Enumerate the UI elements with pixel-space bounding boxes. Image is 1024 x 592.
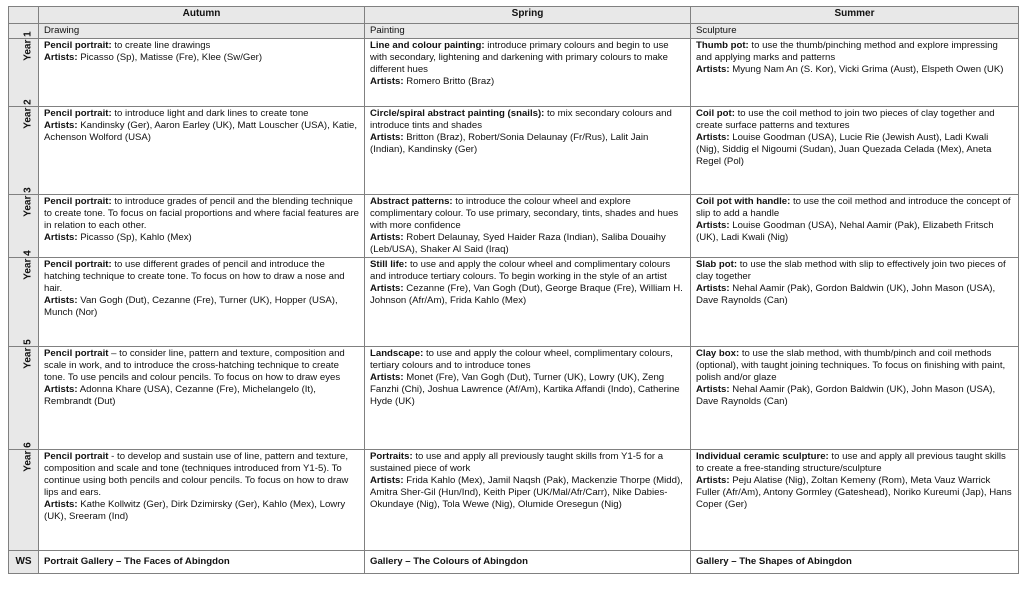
- gallery-spring: Gallery – The Colours of Abingdon: [365, 551, 691, 574]
- artists-list: Adonna Khare (USA), Cezanne (Fre), Michelangelo (It), Rembrandt (Dut): [44, 384, 316, 407]
- artists-list: Louise Goodman (USA), Lucie Rie (Jewish Aust), Ladi Kwali (Nig), Siddig el Nigoumi (Sudan), Juan Quezada Celada (Mex), Aneta Regel (Pol): [696, 132, 992, 167]
- artists-label: Artists:: [44, 52, 78, 63]
- unit-description: to use and apply the colour wheel and complimentary colours and introduce tertiary colours. To begin working in the style of an artist: [370, 259, 671, 282]
- gallery-summer: Gallery – The Shapes of Abingdon: [691, 551, 1019, 574]
- year-row: [9, 258, 1019, 347]
- year-label-cell: [9, 442, 39, 551]
- unit-title: Slab pot:: [696, 259, 738, 270]
- unit-cell: [39, 347, 365, 450]
- unit-cell: [691, 258, 1019, 347]
- artists-list: Nehal Aamir (Pak), Gordon Baldwin (UK), John Mason (USA), Dave Raynolds (Can): [696, 283, 996, 306]
- unit-description: to use the coil method and introduce the concept of slip to add a handle: [696, 196, 1011, 219]
- year-label: Year 4: [22, 250, 34, 280]
- artists-list: Picasso (Sp), Matisse (Fre), Klee (Sw/Ger): [80, 52, 263, 63]
- year-label-cell: [9, 99, 39, 195]
- unit-title: Abstract patterns:: [370, 196, 453, 207]
- unit-title: Coil pot:: [696, 108, 735, 119]
- unit-description: to use the slab method with slip to effectively join two pieces of clay together: [696, 259, 1006, 282]
- unit-title: Pencil portrait: [44, 451, 109, 462]
- unit-cell: [39, 195, 365, 258]
- artists-list: Peju Alatise (Nig), Zoltan Kemeny (Rom), Meta Vauz Warrick Fuller (Afr/Am), Antony Gormley (Gateshead), Noriko Kureumi (Jap), Hans Coper (Ger): [696, 475, 1012, 510]
- artists-label: Artists:: [44, 295, 78, 306]
- year-row: [9, 450, 1019, 551]
- subject-painting: Painting: [365, 24, 691, 39]
- gallery-autumn: Portrait Gallery – The Faces of Abingdon: [39, 551, 365, 574]
- artists-label: Artists:: [696, 475, 730, 486]
- unit-description: to use and apply all previous taught skills to create a free-standing structure/sculpture: [696, 451, 1006, 474]
- term-autumn: Autumn: [39, 7, 365, 24]
- unit-cell: [39, 450, 365, 551]
- artists-label: Artists:: [696, 220, 730, 231]
- year-label: Year 1: [22, 31, 34, 61]
- term-spring: Spring: [365, 7, 691, 24]
- subject-header-row: [9, 24, 1019, 39]
- unit-description: to use the slab method, with thumb/pinch and coil methods (optional), with taught joining techniques. To focus on finishing with paint, polish and/or glaze: [696, 348, 1006, 383]
- year-label: Year 6: [22, 442, 34, 472]
- unit-description: to mix secondary colours and introduce tints and shades: [370, 108, 672, 131]
- term-header-row: [9, 7, 1019, 24]
- unit-cell: [365, 107, 691, 195]
- artists-list: Robert Delaunay, Syed Haider Raza (Indian), Saliba Douaihy (Leb/USA), Shaker Al Said (Iraq): [370, 232, 666, 255]
- unit-title: Thumb pot:: [696, 40, 749, 51]
- unit-cell: [691, 195, 1019, 258]
- unit-description: to use and apply the colour wheel, complimentary colours, tertiary colours and to introduce tones: [370, 348, 673, 371]
- unit-description: to introduce the colour wheel and explore complimentary colour. To use primary, secondary, tints, shades and hues with more confidence: [370, 196, 679, 231]
- year-row: [9, 195, 1019, 258]
- artists-label: Artists:: [44, 120, 78, 131]
- artists-label: Artists:: [44, 384, 78, 395]
- artists-label: Artists:: [370, 372, 404, 383]
- artists-list: Frida Kahlo (Mex), Jamil Naqsh (Pak), Mackenzie Thorpe (Midd), Amitra Sher-Gil (Hun/Ind), Keith Piper (UK/Mal/Afr/Carr), Nike Dabies-Okundaye (Nig), Tola Wewe (Nig), Olumide Oresegun (Nig): [370, 475, 683, 510]
- unit-description: introduce primary colours and begin to use with secondary, lightening and darkening with primary colours to make different hues: [370, 40, 669, 75]
- subject-sculpture: Sculpture: [691, 24, 1019, 39]
- unit-title: Pencil portrait:: [44, 259, 112, 270]
- unit-cell: [39, 258, 365, 347]
- unit-cell: [365, 450, 691, 551]
- artists-label: Artists:: [370, 232, 404, 243]
- unit-description: to use the thumb/pinching method and explore impressing and applying marks and patterns: [696, 40, 998, 63]
- artists-label: Artists:: [370, 283, 404, 294]
- artists-label: Artists:: [370, 76, 404, 87]
- artists-list: Louise Goodman (USA), Nehal Aamir (Pak), Elizabeth Fritsch (UK), Ladi Kwali (Nig): [696, 220, 994, 243]
- unit-title: Pencil portrait:: [44, 196, 112, 207]
- unit-title: Individual ceramic sculpture:: [696, 451, 829, 462]
- artists-list: Nehal Aamir (Pak), Gordon Baldwin (UK), John Mason (USA), Dave Raynolds (Can): [696, 384, 996, 407]
- artists-list: Romero Britto (Braz): [406, 76, 495, 87]
- year-row: [9, 39, 1019, 107]
- artists-list: Kathe Kollwitz (Ger), Dirk Dzimirsky (Ger), Kahlo (Mex), Lowry (UK), Sreeram (Ind): [44, 499, 346, 522]
- artists-list: Van Gogh (Dut), Cezanne (Fre), Turner (UK), Hopper (USA), Munch (Nor): [44, 295, 338, 318]
- year-row: [9, 347, 1019, 450]
- unit-description: to create line drawings: [111, 40, 211, 51]
- artists-list: Picasso (Sp), Kahlo (Mex): [80, 232, 192, 243]
- unit-cell: [691, 450, 1019, 551]
- unit-description: to use the coil method to join two pieces of clay together and create surface patterns and textures: [696, 108, 995, 131]
- artists-label: Artists:: [44, 232, 78, 243]
- unit-cell: [365, 258, 691, 347]
- unit-cell: [365, 195, 691, 258]
- year-label-cell: [9, 187, 39, 258]
- artists-label: Artists:: [370, 132, 404, 143]
- unit-cell: [39, 107, 365, 195]
- unit-cell: [691, 39, 1019, 107]
- ws-row: [9, 551, 1019, 574]
- unit-cell: [365, 347, 691, 450]
- year-label: Year 2: [22, 99, 34, 129]
- unit-title: Clay box:: [696, 348, 740, 359]
- year-label: Year 3: [22, 187, 34, 217]
- year-label-cell: [9, 250, 39, 347]
- unit-cell: [691, 107, 1019, 195]
- unit-title: Pencil portrait:: [44, 108, 112, 119]
- artists-label: Artists:: [696, 132, 730, 143]
- unit-description: to introduce grades of pencil and the blending technique to create tone. To focus on facial proportions and where facial features are in relation to each other.: [44, 196, 360, 231]
- year-label-cell: [9, 339, 39, 450]
- unit-title: Pencil portrait:: [44, 40, 112, 51]
- term-summer: Summer: [691, 7, 1019, 24]
- unit-title: Circle/spiral abstract painting (snails):: [370, 108, 545, 119]
- unit-cell: [365, 39, 691, 107]
- artists-list: Myung Nam An (S. Kor), Vicki Grima (Aust), Elspeth Owen (UK): [732, 64, 1004, 75]
- year-label-cell: [9, 31, 39, 107]
- ws-label: WS: [9, 551, 39, 574]
- unit-description: to introduce light and dark lines to create tone: [111, 108, 309, 119]
- unit-title: Line and colour painting:: [370, 40, 485, 51]
- unit-description: – to consider line, pattern and texture, composition and scale in work, and to introduce the cross-hatching technique to create tone. To use pencils and colour pencils. To focus on how to draw eyes: [44, 348, 345, 383]
- curriculum-table: [8, 6, 1019, 574]
- unit-title: Coil pot with handle:: [696, 196, 791, 207]
- artists-label: Artists:: [696, 283, 730, 294]
- artists-label: Artists:: [696, 384, 730, 395]
- unit-description: to use and apply all previously taught skills from Y1-5 for a sustained piece of work: [370, 451, 664, 474]
- artists-list: Monet (Fre), Van Gogh (Dut), Turner (UK), Lowry (UK), Zeng Fanzhi (Chi), Joshua Lawrence (Af/Am), Kartika Affandi (Indo), Catherine Hyde (UK): [370, 372, 680, 407]
- artists-list: Cezanne (Fre), Van Gogh (Dut), George Braque (Fre), William H. Johnson (Afr/Am), Frida Kahlo (Mex): [370, 283, 683, 306]
- artists-label: Artists:: [370, 475, 404, 486]
- unit-description: - to develop and sustain use of line, pattern and texture, composition and scale and tone (techniques introduced from Y1-5). To continue using both pencils and colour pencils. To focus on how to draw lips and ears.: [44, 451, 349, 498]
- artists-list: Kandinsky (Ger), Aaron Earley (UK), Matt Louscher (USA), Katie, Achenson Wolford (USA): [44, 120, 357, 143]
- unit-title: Portraits:: [370, 451, 413, 462]
- unit-cell: [39, 39, 365, 107]
- unit-description: to use different grades of pencil and introduce the hatching technique to create tone. To focus on how to draw a nose and hair.: [44, 259, 345, 294]
- year-label: Year 5: [22, 339, 34, 369]
- artists-label: Artists:: [44, 499, 78, 510]
- year-row: [9, 107, 1019, 195]
- subject-drawing: Drawing: [39, 24, 365, 39]
- unit-title: Pencil portrait: [44, 348, 109, 359]
- artists-label: Artists:: [696, 64, 730, 75]
- unit-title: Still life:: [370, 259, 408, 270]
- unit-title: Landscape:: [370, 348, 424, 359]
- unit-cell: [691, 347, 1019, 450]
- corner-cell: [9, 7, 39, 24]
- artists-list: Britton (Braz), Robert/Sonia Delaunay (Fr/Rus), Lalit Jain (Indian), Kandinsky (Ger): [370, 132, 649, 155]
